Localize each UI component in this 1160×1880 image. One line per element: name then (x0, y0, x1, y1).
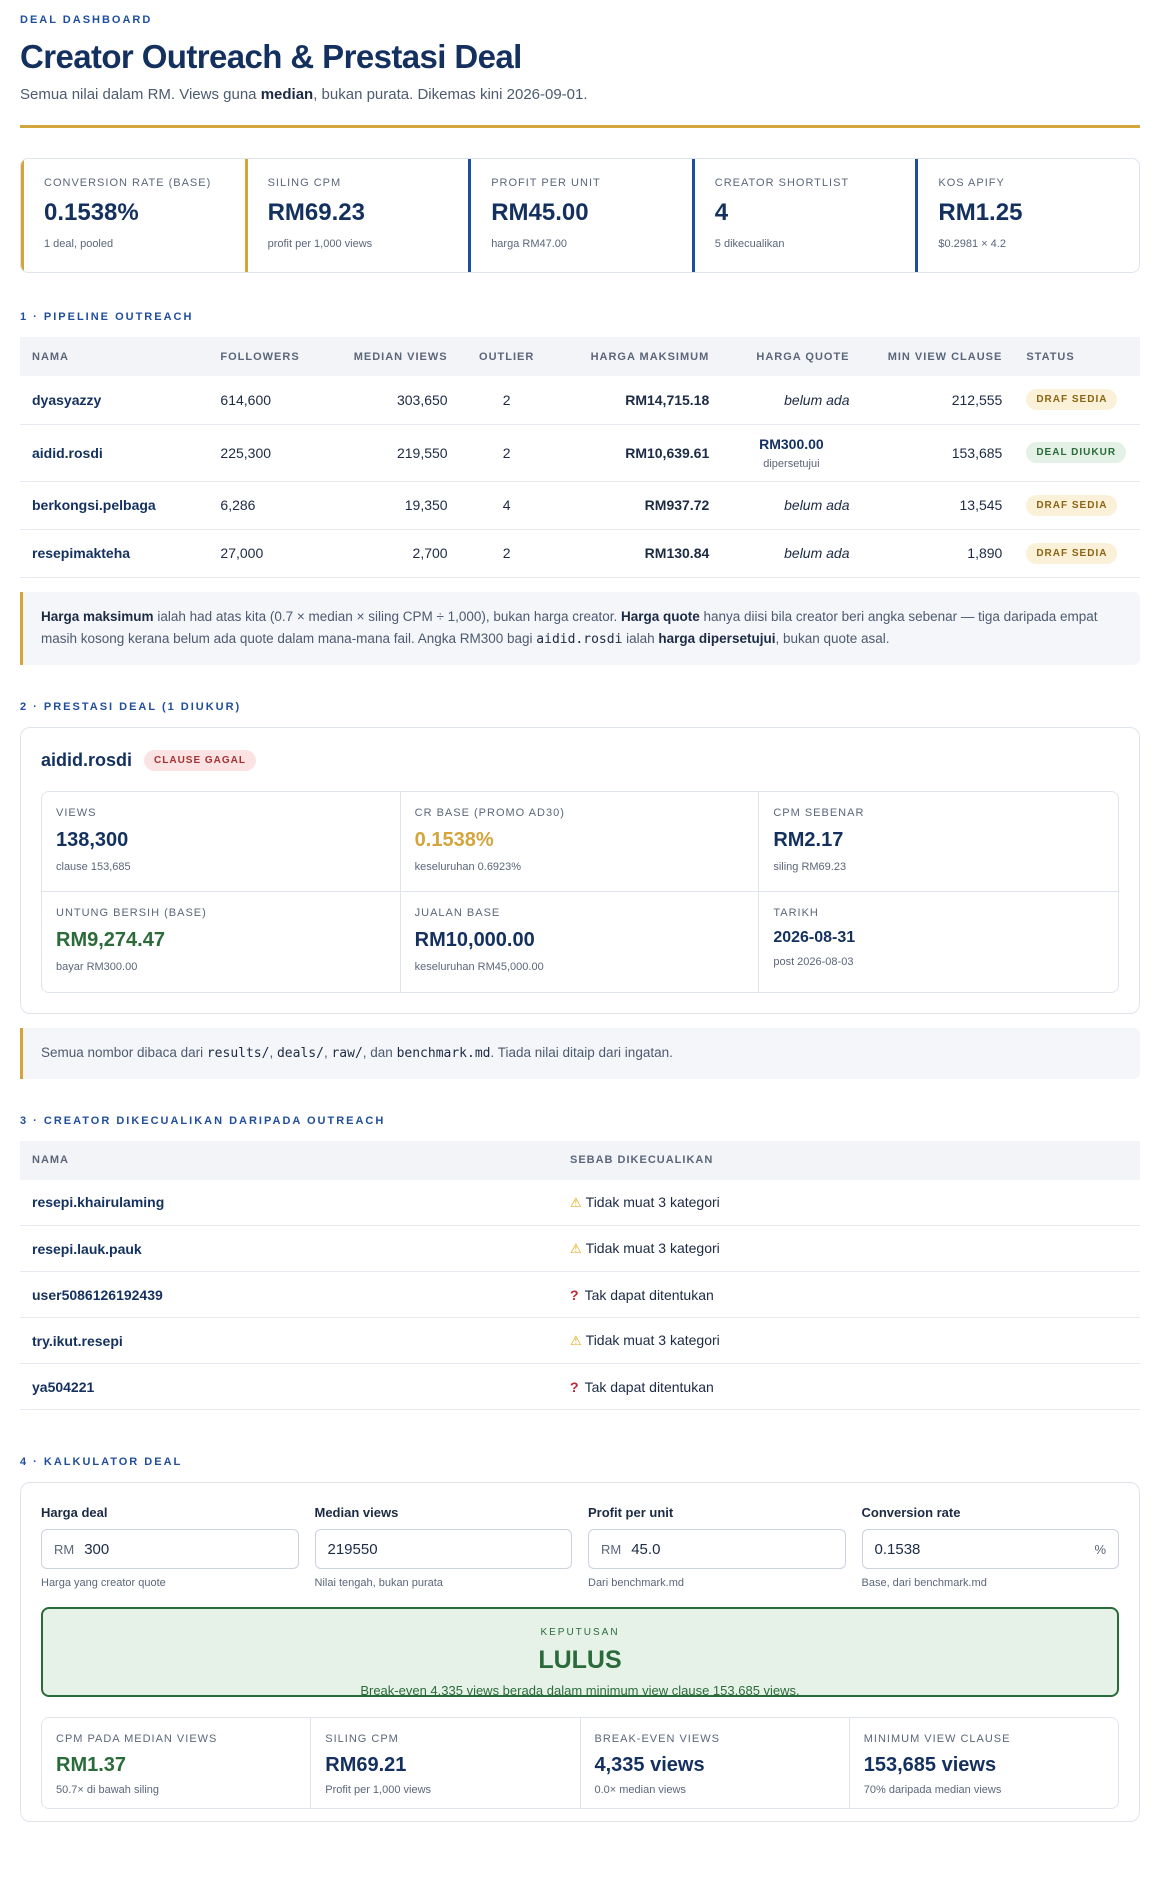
stat-label: JUALAN BASE (414, 906, 501, 919)
table-row[interactable] (20, 1318, 1140, 1364)
section-title-pipeline: 1 · PIPELINE OUTREACH (20, 311, 194, 323)
note-text: Semua nombor dibaca dari (41, 1044, 207, 1060)
pipeline-note (20, 592, 1140, 665)
note-text: . Tiada nilai ditaip dari ingatan. (490, 1044, 673, 1060)
stat-tarikh (759, 892, 1118, 992)
clause-cell: 1,890 (862, 529, 1015, 577)
stat-note: clause 153,685 (56, 860, 131, 873)
note-text: , (269, 1044, 277, 1060)
table-header-row (20, 337, 1140, 376)
median-views-cell: 19,350 (334, 481, 460, 529)
metric-label: SILING CPM (325, 1733, 399, 1745)
clause-cell: 13,545 (862, 481, 1015, 529)
note-code: results/ (206, 1045, 270, 1061)
kpi-row (20, 158, 1140, 273)
note-term: Harga quote (621, 608, 700, 624)
kpi-value: RM69.23 (267, 199, 365, 226)
note-text: , dan (362, 1044, 397, 1060)
metric-note: 50.7× di bawah siling (56, 1784, 160, 1796)
calculator-card (20, 1482, 1140, 1822)
warning-icon: ⚠ (570, 1241, 582, 1256)
excluded-creator-name: resepi.khairulaming (20, 1180, 558, 1226)
metric-value: 4,335 views (594, 1754, 705, 1776)
table-row[interactable] (20, 481, 1140, 529)
status-badge: DRAF SEDIA (1026, 389, 1117, 410)
stat-label: CR BASE (PROMO AD30) (414, 806, 565, 819)
status-badge: DEAL DIUKUR (1026, 442, 1126, 463)
column-header-median-views[interactable]: MEDIAN VIEWS (334, 337, 460, 376)
kpi-value: 4 (714, 199, 729, 226)
quote-cell: belum ada (721, 529, 861, 577)
field-median-views (315, 1505, 573, 1589)
kpi-label: SILING CPM (267, 177, 342, 189)
column-header-sebab[interactable]: SEBAB DIKECUALIKAN (558, 1141, 1140, 1180)
followers-cell: 225,300 (208, 424, 334, 481)
reason-text: Tak dapat ditentukan (584, 1286, 714, 1303)
field-harga-deal (41, 1505, 299, 1589)
kpi-label: KOS APIFY (938, 177, 1005, 189)
metric-cpm-median (42, 1718, 311, 1808)
header-divider (20, 125, 1140, 128)
quote-cell (721, 424, 861, 481)
status-badge: DRAF SEDIA (1026, 543, 1117, 564)
stat-value: 0.1538% (414, 828, 494, 851)
stat-value: RM10,000.00 (414, 928, 535, 951)
reason-text: Tidak muat 3 kategori (585, 1332, 720, 1348)
section-title-calculator: 4 · KALKULATOR DEAL (20, 1456, 183, 1468)
column-header-harga-quote[interactable]: HARGA QUOTE (721, 337, 861, 376)
note-text: ialah had atas kita (0.7 × median × siling CPM ÷ 1,000), bukan harga creator. (153, 608, 621, 624)
excluded-creator-name: ya504221 (20, 1364, 558, 1410)
creator-name: resepimakteha (20, 529, 208, 577)
calculator-metrics (41, 1717, 1119, 1809)
column-header-followers[interactable]: FOLLOWERS (208, 337, 334, 376)
stat-note: keseluruhan 0.6923% (414, 860, 522, 873)
median-views-input[interactable] (315, 1529, 573, 1569)
max-price-cell: RM10,639.61 (554, 424, 721, 481)
stat-untung-bersih (42, 892, 401, 992)
note-text: , bukan quote asal. (775, 630, 890, 646)
kpi-value: RM45.00 (491, 199, 589, 226)
stat-label: CPM SEBENAR (773, 806, 865, 819)
outlier-cell: 4 (460, 481, 554, 529)
metric-value: RM1.37 (56, 1754, 127, 1776)
warning-icon: ⚠ (570, 1194, 582, 1210)
section-title-deal: 2 · PRESTASI DEAL (1 DIUKUR) (20, 700, 242, 713)
deal-stats-grid (41, 791, 1119, 993)
exclusion-reason (558, 1318, 1140, 1364)
table-row[interactable] (20, 1180, 1140, 1226)
note-code: raw/ (331, 1045, 363, 1061)
page-subtitle (20, 86, 1140, 103)
verdict-label: KEPUTUSAN (540, 1627, 620, 1638)
table-row[interactable] (20, 1226, 1140, 1272)
field-help: Base, dari benchmark.md (861, 1577, 987, 1589)
status-cell (1014, 529, 1140, 577)
metric-break-even (581, 1718, 850, 1808)
quote-cell: belum ada (721, 376, 861, 424)
table-header-row (20, 1141, 1140, 1180)
clause-cell: 212,555 (862, 376, 1015, 424)
metric-label: MINIMUM VIEW CLAUSE (863, 1733, 1011, 1745)
metric-note: Profit per 1,000 views (325, 1784, 432, 1796)
field-label: Conversion rate (861, 1505, 961, 1520)
page-eyebrow: DEAL DASHBOARD (20, 14, 153, 26)
reason-text: Tidak muat 3 kategori (585, 1240, 720, 1256)
harga-deal-input[interactable] (41, 1529, 299, 1569)
excluded-creator-name: resepi.lauk.pauk (20, 1226, 558, 1272)
median-views-cell: 2,700 (334, 529, 460, 577)
excluded-table (20, 1141, 1140, 1411)
stat-note: siling RM69.23 (773, 860, 847, 873)
kpi-label: CONVERSION RATE (BASE) (44, 177, 212, 189)
exclusion-reason (558, 1226, 1140, 1272)
outlier-cell: 2 (460, 424, 554, 481)
followers-cell: 27,000 (208, 529, 334, 577)
deal-header (21, 728, 1139, 771)
column-header-nama[interactable]: NAMA (20, 337, 208, 376)
stat-cr-base (401, 792, 760, 892)
verdict-panel (41, 1607, 1119, 1697)
kpi-note: harga RM47.00 (491, 238, 568, 250)
field-profit-per-unit (588, 1505, 846, 1589)
kpi-label: PROFIT PER UNIT (491, 177, 601, 189)
stat-note: keseluruhan RM45,000.00 (414, 960, 544, 973)
pipeline-table (20, 337, 1140, 578)
exclusion-reason (558, 1180, 1140, 1226)
input-value[interactable]: 0.1538 (874, 1540, 921, 1558)
median-views-cell: 303,650 (334, 376, 460, 424)
stat-views (42, 792, 401, 892)
deal-creator-name: aidid.rosdi (41, 749, 133, 770)
stat-jualan-base (401, 892, 760, 992)
verdict-value: LULUS (538, 1646, 622, 1674)
followers-cell: 614,600 (208, 376, 334, 424)
status-badge: DRAF SEDIA (1026, 495, 1117, 516)
stat-note: post 2026-08-03 (773, 955, 854, 968)
kpi-note: $0.2981 × 4.2 (938, 238, 1006, 250)
input-value[interactable]: 45.0 (631, 1540, 661, 1558)
warning-icon: ⚠ (570, 1333, 582, 1348)
excluded-creator-name: try.ikut.resepi (20, 1318, 558, 1364)
column-header-nama[interactable]: NAMA (20, 1141, 558, 1180)
clause-cell: 153,685 (862, 424, 1015, 481)
conversion-rate-input[interactable] (862, 1529, 1120, 1569)
kpi-note: 5 dikecualikan (714, 238, 785, 250)
excluded-creator-name: user5086126192439 (20, 1272, 558, 1318)
kpi-label: CREATOR SHORTLIST (714, 177, 850, 189)
metric-note: 0.0× median views (594, 1784, 686, 1796)
outlier-cell: 2 (460, 376, 554, 424)
reason-text: Tidak muat 3 kategori (585, 1193, 720, 1210)
profit-per-unit-input[interactable] (588, 1529, 846, 1569)
max-price-cell: RM14,715.18 (554, 376, 721, 424)
median-views-cell: 219,550 (334, 424, 460, 481)
page-title: Creator Outreach & Prestasi Deal (20, 38, 522, 75)
stat-label: VIEWS (56, 806, 97, 819)
followers-cell: 6,286 (208, 481, 334, 529)
subtitle-text-2: , bukan purata. Dikemas kini 2026-09-01. (313, 86, 588, 103)
kpi-profit-per-unit (468, 159, 692, 272)
column-header-outlier[interactable]: OUTLIER (460, 337, 554, 376)
metric-label: BREAK-EVEN VIEWS (594, 1733, 720, 1745)
input-value[interactable]: 300 (84, 1540, 110, 1558)
field-conversion-rate (862, 1505, 1120, 1589)
table-row[interactable] (20, 1272, 1140, 1318)
stat-label: TARIKH (773, 906, 819, 919)
metric-note: 70% daripada median views (863, 1784, 1002, 1796)
creator-name: dyasyazzy (20, 376, 208, 424)
outlier-cell: 2 (460, 529, 554, 577)
clause-status-badge: CLAUSE GAGAL (144, 750, 256, 771)
field-label: Median views (314, 1505, 399, 1520)
table-row[interactable] (20, 1364, 1140, 1410)
note-text: , (323, 1044, 332, 1060)
table-row[interactable] (20, 529, 1140, 577)
quote-cell: belum ada (721, 481, 861, 529)
question-icon: ? (570, 1378, 579, 1395)
note-code: benchmark.md (396, 1045, 491, 1061)
kpi-kos-apify (915, 159, 1139, 272)
exclusion-reason (558, 1272, 1140, 1318)
field-label: Profit per unit (588, 1505, 674, 1520)
column-header-min-view-clause[interactable]: MIN VIEW CLAUSE (862, 337, 1015, 376)
input-value[interactable]: 219550 (327, 1540, 378, 1558)
table-row[interactable] (20, 424, 1140, 481)
note-text: hanya diisi bila creator beri angka sebenar — tiga daripada empat masih kosong kerana belum ada quote dalam mana-mana fail. Angka RM300 bagi (41, 608, 1098, 646)
status-cell (1014, 376, 1140, 424)
quote-subtext: dipersetujui (763, 457, 820, 470)
stat-value: 138,300 (56, 828, 129, 851)
column-header-harga-maksimum[interactable]: HARGA MAKSIMUM (554, 337, 721, 376)
metric-value: 153,685 views (863, 1754, 997, 1776)
kpi-siling-cpm (245, 159, 469, 272)
kpi-value: 0.1538% (44, 199, 139, 226)
deal-card (20, 727, 1140, 1014)
note-term: harga dipersetujui (658, 630, 776, 646)
section-title-excluded: 3 · CREATOR DIKECUALIKAN DARIPADA OUTREACH (20, 1114, 386, 1127)
reason-text: Tak dapat ditentukan (584, 1378, 714, 1395)
metric-value: RM69.21 (325, 1754, 407, 1776)
stat-value: 2026-08-31 (773, 928, 856, 946)
input-prefix: RM (601, 1541, 622, 1557)
field-help: Nilai tengah, bukan purata (314, 1577, 443, 1589)
calculator-fields (41, 1505, 1119, 1589)
data-source-note (20, 1028, 1140, 1079)
verdict-message: Break-even 4,335 views berada dalam minimum view clause 153,685 views. (360, 1683, 800, 1698)
stat-value: RM2.17 (773, 828, 844, 851)
field-help: Dari benchmark.md (588, 1577, 684, 1589)
question-icon: ? (570, 1286, 579, 1303)
subtitle-text-1: Semua nilai dalam RM. Views guna (20, 86, 261, 103)
stat-label: UNTUNG BERSIH (BASE) (56, 906, 207, 919)
metric-label: CPM PADA MEDIAN VIEWS (56, 1733, 218, 1745)
status-cell (1014, 424, 1140, 481)
kpi-note: 1 deal, pooled (44, 238, 114, 250)
column-header-status[interactable]: STATUS (1014, 337, 1140, 376)
status-cell (1014, 481, 1140, 529)
input-suffix: % (1094, 1541, 1106, 1557)
creator-name: aidid.rosdi (20, 424, 208, 481)
field-help: Harga yang creator quote (41, 1577, 166, 1589)
note-term: Harga maksimum (41, 608, 154, 624)
metric-siling-cpm (311, 1718, 580, 1808)
table-row[interactable] (20, 376, 1140, 424)
note-code: deals/ (276, 1045, 324, 1061)
stat-note: bayar RM300.00 (56, 960, 138, 973)
stat-value: RM9,274.47 (56, 928, 165, 951)
kpi-value: RM1.25 (938, 199, 1023, 226)
field-label: Harga deal (41, 1505, 108, 1520)
subtitle-bold: median (260, 86, 314, 103)
kpi-conversion-rate (21, 159, 245, 272)
note-text: ialah (622, 630, 659, 646)
stat-cpm-sebenar (759, 792, 1118, 892)
kpi-note: profit per 1,000 views (267, 238, 373, 250)
max-price-cell: RM130.84 (554, 529, 721, 577)
quote-value: RM300.00 (759, 435, 824, 452)
max-price-cell: RM937.72 (554, 481, 721, 529)
metric-min-view-clause (850, 1718, 1118, 1808)
creator-name: berkongsi.pelbaga (20, 481, 208, 529)
input-prefix: RM (54, 1541, 75, 1557)
exclusion-reason (558, 1364, 1140, 1410)
note-code: aidid.rosdi (536, 631, 623, 647)
kpi-creator-shortlist (692, 159, 916, 272)
